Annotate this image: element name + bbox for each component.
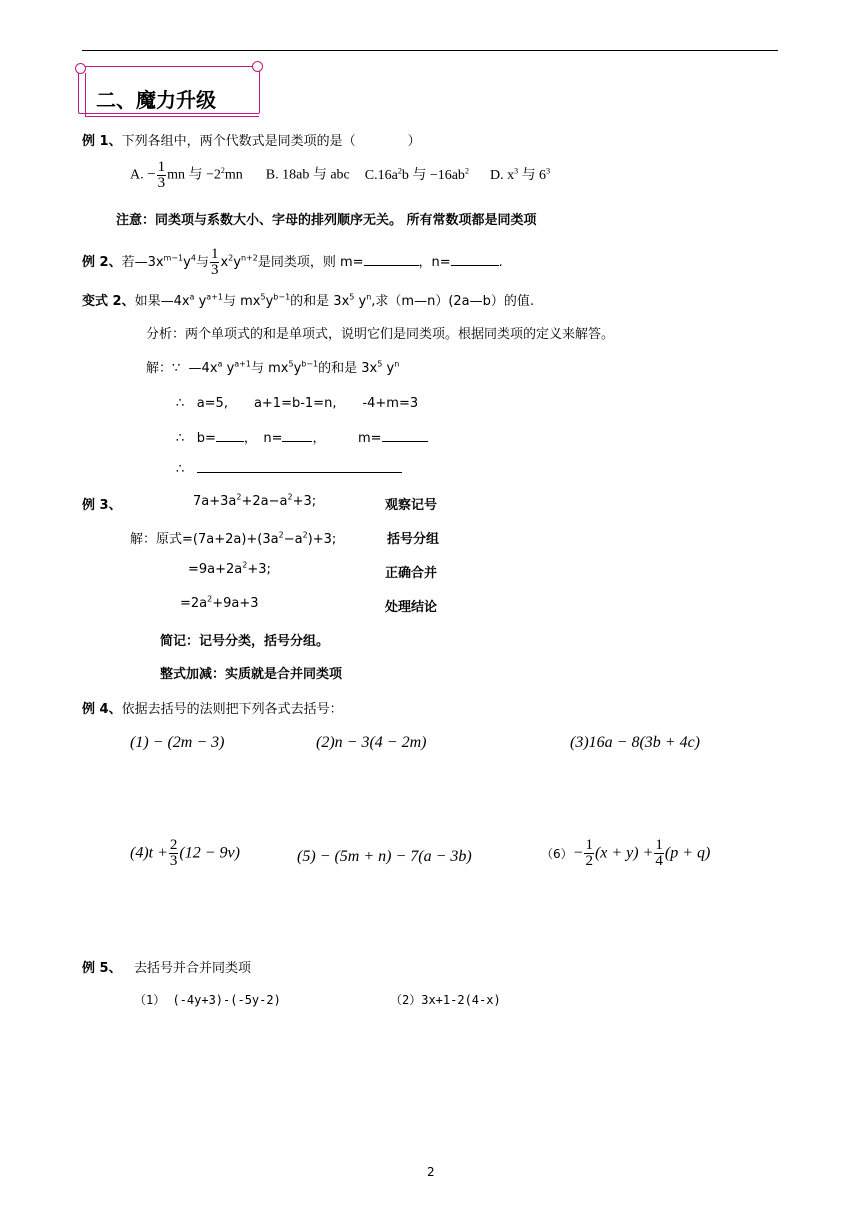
example-1-options: A. − $\frac{1}{3}$ mn 与 $-2^2mn$ B. 18ab 与 abc $C.16a^2b$ 与 $-16ab^2$ D. $x^3$ 与 $6^3$ [130, 159, 551, 191]
solution-step-2: ∴ b= ， n= ， m= [176, 427, 428, 446]
section-title: 二、魔力升级 [96, 88, 216, 112]
memo: 简记：记号分类，括号分组。 [160, 634, 330, 649]
example-2-fraction: $\frac{1}{3}$ [210, 246, 219, 278]
option-c: $C.16a^2b$ 与 $-16ab^2$ [364, 166, 469, 183]
example-3-step-3: $=2a^2+9a+3$ [180, 594, 259, 611]
example-1-question: 下列各组中，两个代数式是同类项的是（ ） [121, 134, 421, 149]
tag-merge: 正确合并 [385, 566, 438, 581]
problem-5-1: （1） (-4y+3)-(-5y-2) [134, 993, 281, 1007]
example-1-line [82, 130, 421, 149]
page-number: 2 [427, 1165, 435, 1179]
header-rule [82, 50, 778, 51]
option-a-text: mn 与 −2 [167, 167, 221, 183]
solution-line: 解：∵ $—4x^a$ $y^{a+1}$与 $mx^5y^{b-1}$的和是 $3x^5$ $y^n$ [146, 359, 400, 376]
tag-observe: 观察记号 [385, 498, 438, 513]
example-3-label: 例 3、 [82, 498, 122, 513]
example-2-line: 例 2、若$—3x^{m-1}y^4$与 $\frac{1}{3}$ $x^2y^{n+2}$是同类项，则 m= ，n= . [82, 246, 503, 278]
example-3-step-2: $=9a+2a^2+3$; [188, 560, 271, 577]
option-a-fraction: $\frac{1}{3}$ [157, 159, 166, 191]
problem-4-1: (1) − (2m − 3) [130, 734, 225, 751]
m-blank [364, 253, 419, 266]
problem-4-5: (5) − (5m + n) − 7(a − 3b) [297, 848, 472, 865]
problem-4-6: （6）− $\frac{1}{2}$ (x + y) + $\frac{1}{4}$ (p + q) [541, 837, 711, 869]
problem-4-2: (2)n − 3(4 − 2m) [316, 734, 427, 751]
example-3-solution: 解：原式$=(7a+2a)+(3a^2-a^2)+3$; [130, 530, 337, 547]
note: 注意：同类项与系数大小、字母的排列顺序无关。 所有常数项都是同类项 [116, 213, 537, 228]
problem-4-3: (3)16a − 8(3b + 4c) [570, 734, 701, 751]
option-d: D. $x^3$ 与 $6^3$ [489, 166, 551, 183]
example-1-label: 例 1、 [82, 134, 122, 149]
option-a-prefix: A. [130, 167, 144, 183]
summary: 整式加减：实质就是合并同类项 [160, 667, 343, 682]
tag-conclude: 处理结论 [385, 600, 438, 615]
option-b: B. 18ab 与 abc [265, 167, 350, 183]
analysis: 分析：两个单项式的和是单项式，说明它们是同类项。根据同类项的定义来解答。 [146, 327, 615, 342]
example-5-line: 例 5、 去括号并合并同类项 [82, 961, 251, 976]
solution-step-1: ∴ a=5, a+1=b-1=n, -4+m=3 [176, 396, 419, 411]
solution-step-3: ∴ [176, 460, 402, 477]
n-blank [451, 253, 499, 266]
example-3-expression: $7a+3a^2+2a-a^2+3$; [193, 492, 317, 509]
tag-group: 括号分组 [387, 532, 440, 547]
example-4-line: 例 4、依据去括号的法则把下列各式去括号： [82, 702, 343, 717]
variant-2-line: 变式 2、如果$—4x^a$ $y^{a+1}$与 $mx^5y^{b-1}$的和是 $3x^5$ $y^n$,求（m—n）(2a—b）的值. [82, 292, 535, 309]
problem-5-2: （2）3x+1-2(4-x) [390, 993, 501, 1007]
problem-4-4: (4)t + $\frac{2}{3}$ (12 − 9v) [130, 837, 240, 869]
